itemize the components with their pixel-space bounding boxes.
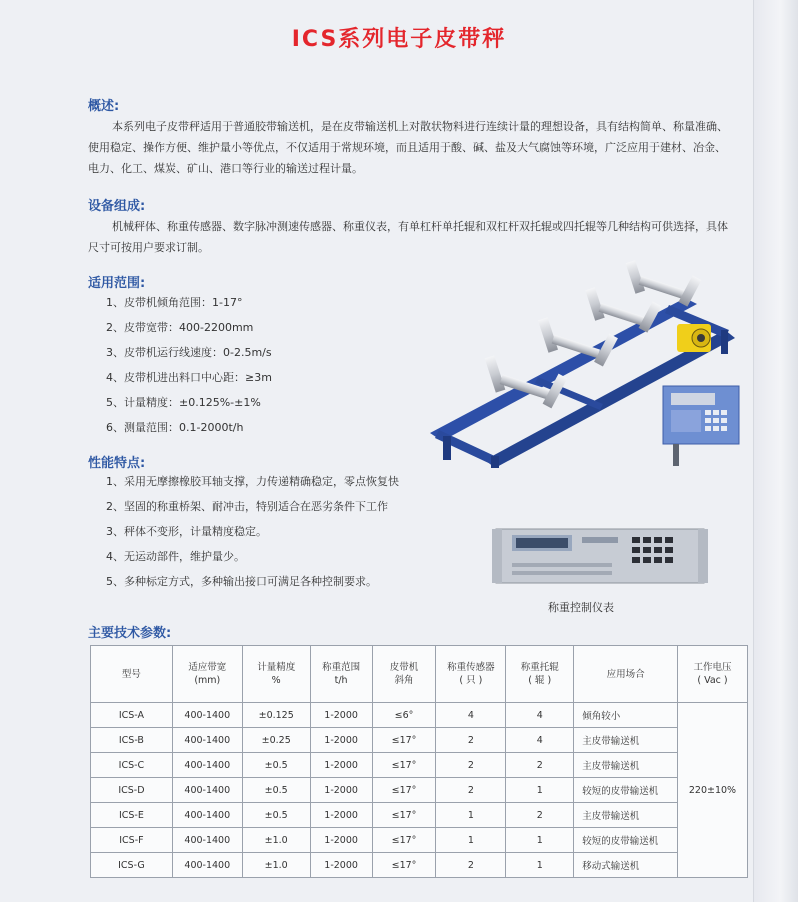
table-cell: 1-2000 bbox=[310, 728, 372, 753]
table-cell: 主皮带输送机 bbox=[574, 728, 678, 753]
table-cell: 1 bbox=[436, 828, 506, 853]
list-item: 1、采用无摩擦橡胶耳轴支撑，力传递精确稳定，零点恢复快 bbox=[106, 475, 399, 488]
table-row bbox=[91, 803, 748, 828]
list-item: 4、皮带机进出料口中心距：≥3m bbox=[106, 371, 272, 384]
list-item: 6、测量范围：0.1-2000t/h bbox=[106, 421, 244, 434]
table-cell: 4 bbox=[506, 703, 574, 728]
table-cell: 2 bbox=[506, 753, 574, 778]
table-cell: 较短的皮带输送机 bbox=[574, 778, 678, 803]
table-cell: 1-2000 bbox=[310, 778, 372, 803]
voltage-cell: 220±10% bbox=[677, 703, 747, 878]
list-item: 5、计量精度：±0.125%-±1% bbox=[106, 396, 261, 409]
column-header: 应用场合 bbox=[574, 646, 678, 703]
table-cell: 400-1400 bbox=[172, 703, 242, 728]
table-body bbox=[91, 703, 748, 878]
table-cell: 400-1400 bbox=[172, 753, 242, 778]
table-cell: 1-2000 bbox=[310, 803, 372, 828]
list-item: 3、皮带机运行线速度：0-2.5m/s bbox=[106, 346, 272, 359]
column-header: 皮带机 斜角 bbox=[372, 646, 436, 703]
table-cell: ICS-G bbox=[91, 853, 173, 878]
instrument-caption: 称重控制仪表 bbox=[548, 601, 614, 614]
scope-list bbox=[106, 290, 272, 440]
composition-heading: 设备组成: bbox=[88, 199, 146, 214]
features-list bbox=[106, 469, 399, 594]
table-cell: ≤17° bbox=[372, 778, 436, 803]
table-cell: ≤17° bbox=[372, 828, 436, 853]
page-edge bbox=[753, 0, 798, 902]
table-cell: 1 bbox=[506, 778, 574, 803]
table-row bbox=[91, 853, 748, 878]
list-item: 3、秤体不变形，计量精度稳定。 bbox=[106, 525, 267, 538]
table-row bbox=[91, 828, 748, 853]
table-cell: 1 bbox=[436, 803, 506, 828]
table-row bbox=[91, 703, 748, 728]
table-cell: ≤17° bbox=[372, 753, 436, 778]
params-heading: 主要技术参数: bbox=[88, 626, 172, 641]
scope-heading: 适用范围: bbox=[88, 276, 146, 291]
table-cell: ±0.5 bbox=[242, 753, 310, 778]
table-cell: 1-2000 bbox=[310, 828, 372, 853]
control-instrument-photo bbox=[492, 523, 708, 589]
table-row bbox=[91, 728, 748, 753]
column-header: 称重托辊 ( 辊 ) bbox=[506, 646, 574, 703]
table-cell: ICS-D bbox=[91, 778, 173, 803]
table-cell: ±1.0 bbox=[242, 828, 310, 853]
page-title: ICS系列电子皮带秤 bbox=[291, 27, 507, 52]
table-cell: ≤17° bbox=[372, 803, 436, 828]
table-cell: ±0.125 bbox=[242, 703, 310, 728]
table-cell: 2 bbox=[436, 778, 506, 803]
table-cell: 400-1400 bbox=[172, 778, 242, 803]
list-item: 2、皮带宽带：400-2200mm bbox=[106, 321, 254, 334]
table-cell: 1 bbox=[506, 853, 574, 878]
features-heading: 性能特点: bbox=[88, 456, 146, 471]
column-header: 计量精度 % bbox=[242, 646, 310, 703]
table-cell: 400-1400 bbox=[172, 853, 242, 878]
table-cell: 2 bbox=[506, 803, 574, 828]
table-cell: 主皮带输送机 bbox=[574, 753, 678, 778]
table-cell: ≤6° bbox=[372, 703, 436, 728]
table-cell: 1 bbox=[506, 828, 574, 853]
table-row bbox=[91, 778, 748, 803]
belt-scale-photo bbox=[425, 258, 755, 470]
table-cell: 400-1400 bbox=[172, 828, 242, 853]
list-item: 1、皮带机倾角范围：1-17° bbox=[106, 296, 243, 309]
column-header: 工作电压 ( Vac ) bbox=[677, 646, 747, 703]
spec-table bbox=[90, 645, 748, 878]
list-item: 2、坚固的称重桥架、耐冲击，特别适合在恶劣条件下工作 bbox=[106, 500, 388, 513]
table-cell: 较短的皮带输送机 bbox=[574, 828, 678, 853]
table-cell: ICS-C bbox=[91, 753, 173, 778]
table-cell: 4 bbox=[506, 728, 574, 753]
overview-text: 本系列电子皮带秤适用于普通胶带输送机，是在皮带输送机上对散状物料进行连续计量的理想设备，具有结构简单、称量准确、使用稳定、操作方便、维护量小等优点，不仅适用于常规环境，而且适用于酸、碱、盐及大气腐蚀等环境，广泛应用于建材、冶金、电力、化工、煤炭、矿山、港口等行业的输送过程计量。 bbox=[88, 120, 728, 175]
table-cell: ICS-E bbox=[91, 803, 173, 828]
column-header: 适应带宽 (mm) bbox=[172, 646, 242, 703]
table-cell: ICS-F bbox=[91, 828, 173, 853]
table-cell: ICS-B bbox=[91, 728, 173, 753]
table-cell: 400-1400 bbox=[172, 728, 242, 753]
table-cell: 400-1400 bbox=[172, 803, 242, 828]
table-cell: 倾角较小 bbox=[574, 703, 678, 728]
list-item: 5、多种标定方式，多种输出接口可满足各种控制要求。 bbox=[106, 575, 377, 588]
table-cell: 2 bbox=[436, 728, 506, 753]
table-cell: 2 bbox=[436, 753, 506, 778]
table-cell: ±0.5 bbox=[242, 778, 310, 803]
table-cell: 4 bbox=[436, 703, 506, 728]
table-row bbox=[91, 753, 748, 778]
composition-text: 机械秤体、称重传感器、数字脉冲测速传感器、称重仪表，有单杠杆单托辊和双杠杆双托辊或四托辊等几种结构可供选择，具体尺寸可按用户要求订制。 bbox=[88, 220, 728, 254]
column-header: 型号 bbox=[91, 646, 173, 703]
table-cell: 1-2000 bbox=[310, 703, 372, 728]
table-cell: 2 bbox=[436, 853, 506, 878]
table-cell: ±0.5 bbox=[242, 803, 310, 828]
overview-heading: 概述: bbox=[88, 99, 120, 114]
column-header: 称重范围 t/h bbox=[310, 646, 372, 703]
table-cell: ±1.0 bbox=[242, 853, 310, 878]
table-cell: 1-2000 bbox=[310, 753, 372, 778]
table-cell: ≤17° bbox=[372, 728, 436, 753]
table-cell: ±0.25 bbox=[242, 728, 310, 753]
table-cell: 1-2000 bbox=[310, 853, 372, 878]
table-header-row bbox=[91, 646, 748, 703]
list-item: 4、无运动部件，维护量少。 bbox=[106, 550, 245, 563]
table-cell: 移动式输送机 bbox=[574, 853, 678, 878]
table-cell: ≤17° bbox=[372, 853, 436, 878]
table-cell: 主皮带输送机 bbox=[574, 803, 678, 828]
column-header: 称重传感器 ( 只 ) bbox=[436, 646, 506, 703]
table-cell: ICS-A bbox=[91, 703, 173, 728]
